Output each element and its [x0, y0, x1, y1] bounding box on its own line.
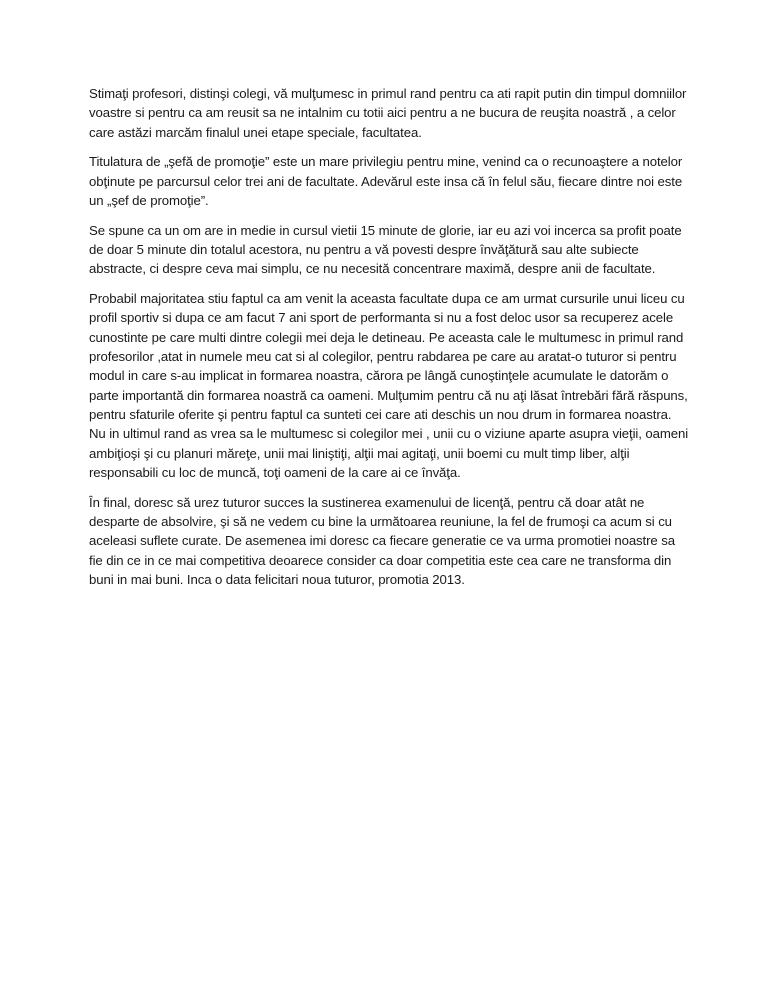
paragraph-thanks-professors-colleagues: Probabil majoritatea stiu faptul ca am venit la aceasta facultate dupa ce am urmat cursurile unui liceu cu profil sportiv si dupa ce am facut 7 ani sport de performanta si nu a fost deloc usor sa recuperez acele cunostinte pe care multi dintre colegii mei deja le detineau. Pe aceasta cale le multumesc in primul rand profesorilor ,atat in numele meu cat si al colegilor, pentru rabdarea pe care au aratat-o tuturor si pentru modul in care s-au implicat in formarea noastra, cărora pe lângă cunoştinţele acumulate le datorăm o parte importantă din formarea noastră ca oameni. Mulţumim pentru că nu aţi lăsat întrebări fără răspuns, pentru sfaturile oferite şi pentru faptul ca sunteti cei care ati deschis un nou drum in formarea noastra. Nu in ultimul rand as vrea sa le multumesc si colegilor mei , unii cu o viziune aparte asupra vieţii, oameni ambiţioşi şi cu planuri măreţe, unii mai liniştiţi, alţii mai agitaţi, unii boemi cu mult timp liber, alţii responsabili cu loc de muncă, toţi oameni de la care ai ce învăţa.	[89, 291, 689, 480]
paragraph-closing: În final, doresc să urez tuturor succes la sustinerea examenului de licenţă, pentru că doar atât ne desparte de absolvire, şi să ne vedem cu bine la următoarea reuniune, la fel de frumoşi ca acum si cu aceleasi suflete curate. De asemenea imi doresc ca fiecare generatie ce va urma promotiei noastre sa fie din ce in ce mai competitiva deoarece consider ca doar competitia este cea care ne transforma din buni in mai buni. Inca o data felicitari noua tuturor, promotia 2013.	[89, 494, 675, 587]
speech-text-body	[89, 84, 689, 600]
paragraph-title-privilege: Titulatura de „şefă de promoţie” este un mare privilegiu pentru mine, venind ca o recunoaştere a notelor obţinute pe parcursul celor trei ani de facultate. Adevărul este insa că în felul său, fiecare dintre noi este un „şef de promoţie”.	[89, 154, 683, 208]
paragraph-greeting: Stimaţi profesori, distinşi colegi, vă mulţumesc in primul rand pentru ca ati rapit putin din timpul domniilor voastre si pentru ca am reusit sa ne intalnim cu totii aici pentru a ne bucura de reuşita noastră , a celor care astăzi marcăm finalul unei etape speciale, facultatea.	[89, 86, 687, 140]
paragraph-minutes-of-glory: Se spune ca un om are in medie in cursul vietii 15 minute de glorie, iar eu azi voi incerca sa profit poate de doar 5 minute din totalul acestora, nu pentru a vă povesti despre învăţătură sau alte subiecte abstracte, ci despre ceva mai simplu, ce nu necesită concentrare maximă, despre anii de facultate.	[89, 222, 682, 277]
